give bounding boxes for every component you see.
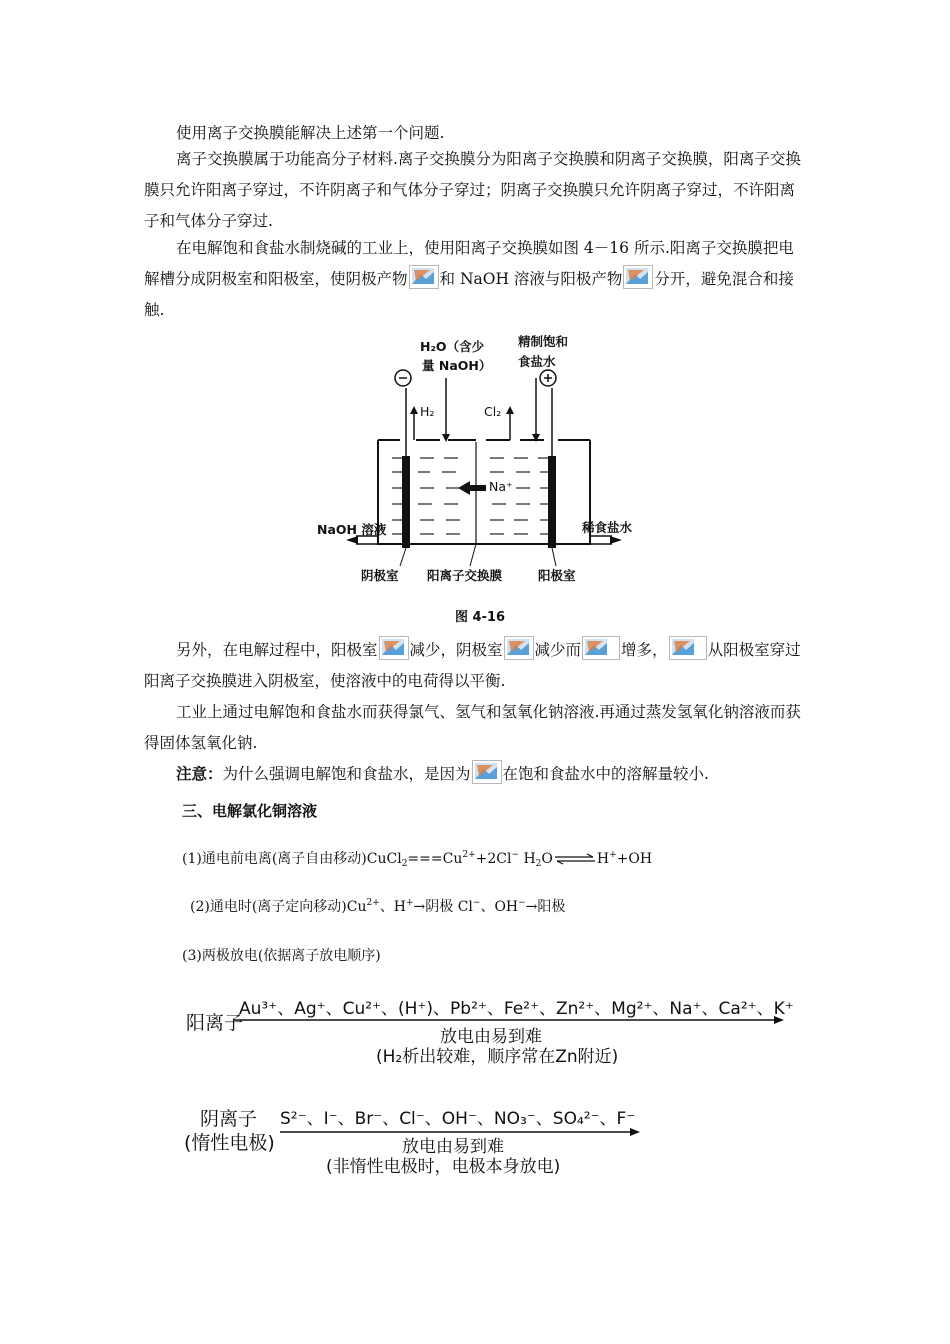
anion-series-note: (非惰性电极时，电极本身放电) — [326, 1157, 561, 1177]
paragraph-3-part-a: 在电解饱和食盐水制烧碱的工业上，使用阳离子交换膜如图 4－16 所示.阳离子交换膜把电解槽分成阴极室和阳极室，使阴极产物 — [144, 239, 794, 288]
item-2-text-e: →阳极 — [525, 899, 566, 915]
item-1-text-a: (1)通电前电离(离子自由移动)CuCl — [182, 851, 402, 867]
superscript-2plus: 2+ — [462, 850, 476, 860]
cation-series-order: 放电由易到难 — [440, 1027, 542, 1047]
paragraph-4-part-a: 另外，在电解过程中，阳极室 — [176, 641, 378, 659]
superscript-minus: − — [472, 898, 481, 908]
broken-image-icon — [504, 636, 534, 660]
note-part-a: 为什么强调电解饱和食盐水，是因为 — [222, 765, 471, 783]
paragraph-5: 工业上通过电解饱和食盐水而获得氯气、氢气和氢氧化钠溶液.再通过蒸发氢氧化钠溶液而获得固体氢氧化钠. — [144, 703, 801, 752]
paragraph-3-part-c: 分开，避免混合和接触. — [144, 270, 794, 319]
cation-series-ions: Au³⁺、Ag⁺、Cu²⁺、(H⁺)、Pb²⁺、Fe²⁺、Zn²⁺、Mg²⁺、Na⁺、Ca²⁺、K⁺ — [239, 999, 794, 1019]
section-item-1 — [182, 848, 652, 869]
note-label: 注意： — [176, 764, 223, 783]
section-item-3: (3)两极放电(依据离子放电顺序) — [182, 948, 381, 964]
figure-label-brine-1: 精制饱和 — [518, 334, 569, 349]
superscript-2plus: 2+ — [366, 898, 380, 908]
figure-label-h2: H₂ — [420, 404, 435, 419]
equilibrium-arrow-icon — [553, 853, 597, 865]
item-1-text-b: ===Cu — [407, 851, 463, 867]
anion-series-ions: S²⁻、I⁻、Br⁻、Cl⁻、OH⁻、NO₃⁻、SO₄²⁻、F⁻ — [280, 1109, 636, 1129]
item-2-text-d: 、OH — [480, 899, 519, 915]
item-2-text-a: (2)通电时(离子定向移动)Cu — [190, 899, 367, 915]
paragraph-4-part-b: 减少，阴极室 — [409, 641, 503, 659]
anion-series-label: 阴离子 — [200, 1108, 258, 1130]
section-item-2 — [190, 896, 565, 916]
figure-label-h2o-1: H₂O（含少 — [420, 339, 485, 354]
figure-label-cl2: Cl₂ — [484, 404, 502, 419]
item-2-text-c: →阴极 Cl — [413, 899, 473, 915]
broken-image-icon — [669, 636, 707, 660]
superscript-minus: − — [518, 898, 526, 908]
subscript-2: 2 — [535, 859, 542, 869]
paragraph-4-part-c: 减少而 — [534, 641, 582, 659]
figure-label-h2o-2: 量 NaOH） — [422, 358, 492, 373]
figure-label-na: Na⁺ — [489, 479, 513, 494]
figure-label-naoh-out: NaOH 溶液 — [317, 522, 387, 537]
paragraph-1: 使用离子交换膜能解决上述第一个问题. — [176, 124, 445, 142]
figure-label-brine-2: 食盐水 — [518, 354, 556, 369]
paragraph-2: 离子交换膜属于功能高分子材料.离子交换膜分为阳离子交换膜和阴离子交换膜，阳离子交换膜只允许阳离子穿过，不许阴离子和气体分子穿过；阴离子交换膜只允许阴离子穿过，不许阳离子和气体分子穿过. — [144, 150, 801, 230]
anion-series-label-electrode: (惰性电极) — [184, 1132, 275, 1154]
cation-series-note: (H₂析出较难，顺序常在Zn附近) — [376, 1047, 619, 1067]
item-1-text-d: H — [519, 851, 536, 867]
paragraph-4-part-e: 从阳极室穿过阳离子交换膜进入阴极室，使溶液中的电荷得以平衡. — [144, 641, 801, 690]
item-2-text-b: 、H — [379, 899, 406, 915]
broken-image-icon — [582, 636, 620, 660]
figure-label-dilute-out: 稀食盐水 — [582, 520, 633, 535]
broken-image-icon — [409, 265, 439, 289]
note-part-b: 在饱和食盐水中的溶解量较小. — [502, 765, 709, 783]
cation-series-label: 阳离子 — [186, 1012, 244, 1034]
note-paragraph — [144, 758, 808, 790]
paragraph-4 — [144, 635, 808, 697]
item-1-text-c: +2Cl — [475, 851, 512, 867]
figure-label-membrane: 阳离子交换膜 — [427, 568, 503, 583]
broken-image-icon — [472, 760, 502, 784]
item-1-text-f: H — [596, 851, 610, 867]
item-1-text-g: +OH — [616, 851, 653, 867]
paragraph-3 — [144, 233, 808, 326]
broken-image-icon — [379, 636, 409, 660]
item-1-text-e: O — [541, 851, 553, 867]
superscript-plus: + — [405, 898, 414, 908]
figure-label-anode-room: 阳极室 — [538, 568, 576, 583]
subscript-2: 2 — [401, 859, 408, 869]
figure-label-cathode-room: 阴极室 — [361, 568, 399, 583]
superscript-minus: − — [511, 850, 519, 860]
paragraph-4-part-d: 增多， — [621, 641, 668, 659]
figure-caption: 图 4-16 — [455, 610, 506, 625]
anion-series-order: 放电由易到难 — [402, 1137, 504, 1157]
paragraph-3-part-b: 和 NaOH 溶液与阳极产物 — [439, 270, 623, 288]
superscript-plus: + — [609, 850, 617, 860]
broken-image-icon — [623, 265, 653, 289]
section-heading: 三、电解氯化铜溶液 — [182, 802, 318, 820]
